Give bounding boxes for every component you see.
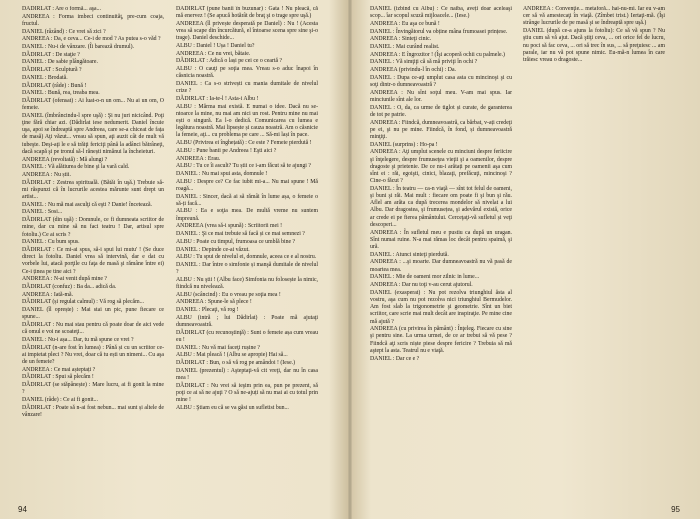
dialogue-line: ANDREEA (îl privește desperată pe Daniel) : Nu ! (Acesta vrea să scape din încurcătură, el întoarse scena spre sine şi-o trage). Daniel deschide... <box>176 20 318 42</box>
dialogue-line: ANDREEA (cu privirea în pământ) : Înţeleg. Fiecare cu sine şi pentru sine. La urma urmei, de ce ar trebui să vă pese ? Fiindcă aţi scris niște piese despre fericire ? Trebuia să mă aştept la asta. Teatrul nu e viaţă. <box>370 326 512 354</box>
dialogue-line: ANDREEA : E îngrozitor ! (Îşi acoperă ochii cu palmele.) <box>370 51 505 58</box>
dialogue-line: DĂDIRLAT (cu recunoştinţă) : Sunt o femeie așa cum vreau eu ! <box>176 329 318 343</box>
dialogue-line: DĂDIRLAT : Ce mi-ai spus, să-i spui lui mutu' ! (Se duce direct la fotoliu. Daniel vrea să intervină, dar e dat cu vorbele lui, atacă porţile cu faţa de masă şi rămâne între ei) Ce-i ținea pe tine aici ? <box>22 247 164 275</box>
dialogue-line: ALBU (Privirea ei înghețată) : Ce este ? Femeie pierdută ! <box>176 140 312 147</box>
dialogue-line: DĂDIRLAT (din uşă) : Domnule, ce fi dumneata scriitor de mine, dar cu mine să nu faci teatru ! Dar, artisul spre fotoliu.) Ce ai scris ? <box>22 217 164 238</box>
dialogue-line: DANIEL : De sabie plângătoare. <box>22 59 98 66</box>
dialogue-line: ALBU : Tu spui de nivelul ei, domnule, aceea ce e al nostru. <box>176 254 317 261</box>
dialogue-line: ANDREEA : Spune-le să plece ! <box>176 299 252 306</box>
dialogue-line: DĂDIRLAT (pune banii în buzunar) : Gata ! Nu pleacă, că mă enervez ! (Se apucă hotărât de braţ şi o trage spre uşă.) <box>176 6 318 20</box>
dialogue-line: ANDREEA : Ce nu vrei, bătaie. <box>176 50 251 57</box>
dialogue-line: ALBU (intră ; lui Dădirlat) : Poate mă ajutaţi dumneavoastră. <box>176 314 318 329</box>
dialogue-line: DĂDIRLAT : Poate să n-ai fost nebun... mai sunt și altele de vânzare! <box>22 404 164 418</box>
dialogue-line: ANDREEA : Sinteţi cinic. <box>370 36 432 43</box>
dialogue-line: ALBU : Ştiam eu că se va găsi un sufletist bun... <box>176 404 289 411</box>
dialogue-line: ALBU : Nu ştii ! (Albu face) Simfonia nu folosește la nimic, fiindcă nu nivelează. <box>176 276 318 291</box>
left-page-column-2 <box>176 6 318 496</box>
dialogue-line: DĂDIRLAT : Ia-te-l ! Asta-i Albu ! <box>176 95 259 102</box>
left-page <box>0 0 349 519</box>
dialogue-line: DANIEL : Atunci sinteţi pierdută. <box>370 251 449 258</box>
dialogue-line: DĂDIRLAT (n-are fost în lumea) : Până și cu un scriitor ce-ai impietat pleci ? Nu vrei, doar că tu ești un nimeni... Cu aşa de un femeie? <box>22 344 164 366</box>
dialogue-line: DANIEL : Vă simţiţi că să mă priviţi în ochi ? <box>370 59 478 66</box>
dialogue-line: DANIEL : Ca s-o strivești cu mania dumitale de nivelul crize ? <box>176 81 318 95</box>
dialogue-line: DANIEL (râzând) : Ce vrei să zici ? <box>22 28 106 35</box>
dialogue-line: DANIEL : Bună, rea, treaba mea. <box>22 90 100 97</box>
dialogue-line: DANIEL : Nu-i așa... Dar, tu mă spune ce vrei ? <box>22 336 134 343</box>
dialogue-line: DANIEL : Dar ce e ? <box>370 355 420 362</box>
dialogue-line: ANDREEA : ...şi moarte. Dar dumneavoastră nu vă pasă de moartea mea. <box>370 259 512 273</box>
dialogue-line: DANIEL (îl oprește) : Mai stai un pic, pune fiecare ce spune... <box>22 307 164 321</box>
dialogue-line: DANIEL : Nu mă mai asculţi că eşti ? Danie! încetează. <box>22 201 152 208</box>
dialogue-line: ALBU : Tu ce îi ascult? Tu știi ce i-am făcut să te ajungi ? <box>176 163 311 170</box>
left-page-column-1 <box>22 6 164 496</box>
dialogue-line: DANIEL (îmbrâncindu-l spre uşă) : Şi nu juri nicicând. Poţi ţine fără chiar azi. (Dădirlat iese nedumerit. Daniel încuie uşa, apoi se îndreaptă spre Andreea, care se-a chiceat de fața de masă) Aţi văzut... vreau să spun, aţi auzit cât de mult vă iubeşte. Deşi-aţi le e să trăiţi fericiţi până la adânci bătrâneţi, dacă scapă şi pe tronul să-l rănești nimănui la încheieturi. <box>22 112 164 155</box>
dialogue-line: DĂDIRLAT : Adică o lași pe cei ce o ceartă ? <box>176 58 283 65</box>
dialogue-line: ANDREEA (vrea să-i spună) : Scriitorii mei ! <box>176 223 283 230</box>
dialogue-line: DĂDIRLAT (și regulat calmul) : Vă rog să plecăm... <box>22 299 144 306</box>
dialogue-line: DANIEL : Sincer, dacă ai să rămâi în lume așa, o femeie o să-ți facă... <box>176 193 318 207</box>
dialogue-line: DĂDIRLAT (se stăpânește) : Mare lucru, ai fi gonit la mine ? <box>22 382 164 396</box>
dialogue-line: DĂDIRLAT (ofensat) : Ai luat-o-n un om... Nu ai un om, O femeie. <box>22 97 164 112</box>
dialogue-line: DANIEL : Vă alătiurea de bine şi la vară cald. <box>22 164 130 171</box>
dialogue-line: DANIEL (râde) : Ce ai fi gonit... <box>22 397 98 404</box>
dialogue-line: ALBU : Daniel ! Ușa ! Daniel tu? <box>176 43 255 50</box>
dialogue-line: ANDREEA : Dar nu toţi v-au cerut ajutorul. <box>370 282 473 289</box>
dialogue-line: ALBU : Poate cu timpul, frumoasa ce umblă bine ? <box>176 238 296 245</box>
dialogue-line: ALBU (scâncind) : Eu o vreau pe soţia mea ! <box>176 291 281 298</box>
dialogue-line: DĂDIRLAT : De staţie ? <box>22 51 80 58</box>
dialogue-line: DANIEL (după ce-a ajuns la fotoliu): Ce să vă spun ? Nu ştiu cum să vă ajut. Dacă ştiţi ceva, ... ori orice fel de lucru, nu poci să fac ceva, ... ori să trec în sus, ... să preţuiesc ... am parale, iar nu vă pot spune nimic. Eu-mă-n lumea în care trăiesc vreau o dragoste... <box>523 28 665 63</box>
dialogue-line: DANIEL : Nu-i de vânzare. (Îi barează drumul). <box>22 44 134 51</box>
left-page-number: 94 <box>18 505 27 514</box>
dialogue-line: DANIEL : În teatru — ca-n viaţă — sînt tot felul de oameni, şi buni şi răi. Mai mult : fiecare om poate fi şi bun şi rău. Aflel am arăta ca după trecerea mondelor să nivelat a lui Albu. Dar dragostea, şi frumusețea, şi adevărul există, orice ar crede ei pe fierea pământului. Cerceţaţi-vă sufletul și veţi descoperi... <box>370 185 512 228</box>
dialogue-line: DANIEL : Cu bum spus. <box>22 239 80 246</box>
dialogue-line: ALBU : O cauţi pe soţia mea. Vreau s-o aduc înapoi în căsnicia noastră. <box>176 66 318 80</box>
dialogue-line: DĂDIRLAT : Nu mai stau pentru că poate doar de aici vede că omul e voi ne scoateţi... <box>22 322 164 336</box>
dialogue-line: DANIEL : Nu mai spui asta, domnule ! <box>176 170 268 177</box>
dialogue-line: ANDREEA : Fiindcă, dumneavoastră, ca bărbat, v-ați credeţi pe ei, şi nu pe mine. Fiindcă, în fond, și dumneavoastră minţiţi. <box>370 119 512 140</box>
dialogue-line: DĂDIRLAT : Sculptură ? <box>22 67 82 74</box>
dialogue-line: DANIEL : Mai curând realist. <box>370 44 440 51</box>
dialogue-line: ALBU : Mărma mai există. E numai o idee. Dacă nu se-ntoarce la mine, nu mai am nici un rost. Pentru mine nu mai ești o singură. Ea l-o dedică. Comunicarea cu lumea e legătura noastră. Mai lipsește și cauza noastră. Am o căsnicie la femeie, aţi... cu problema pe care ... Să-mi lași în pace. <box>176 103 318 139</box>
dialogue-line: ALBU : Ea e soţia mea. De multă vreme nu suntem împreună. <box>176 208 318 222</box>
dialogue-line: DANIEL : Învingătorul va obține mâna frumoasei prințese. <box>370 28 508 35</box>
dialogue-line: DANIEL : O, da, ca urme de tiglot și curate, de garanterea de tot pe patrie. <box>370 104 512 118</box>
right-page-number: 95 <box>671 505 680 514</box>
dialogue-line: DĂDIRLAT : Spui să plecăm ! <box>22 374 94 381</box>
dialogue-line: ANDREEA : N-ai venit după mine ? <box>22 276 108 283</box>
dialogue-line: DĂDIRLAT (confuz) : Ba da... adică da. <box>22 284 117 291</box>
dialogue-line: ANDREEA : Nu sînt soţul meu. V-am mai spus. Iar minciunile sînt ale lor. <box>370 89 512 103</box>
dialogue-line: ANDREEA : Convenţie... metaforă... hai-nu-mi. Iar eu v-am cer să vă amestecaţi în viaţă. (Zîmbet trist.) Iertaţi-mă. (Îşi strânge lucrurile de pe masă şi se îndreaptă spre uşă.) <box>523 6 665 27</box>
dialogue-line: DANIEL : Mie de oameni mor zilnic in lume... <box>370 274 480 281</box>
dialogue-line: DANIEL : Dupa ce-aţi umplut casa asta cu mincinoşi şi cu soţi dintr-o dumneavoastră ? <box>370 74 512 89</box>
dialogue-line: DĂDIRLAT : Nu vrei să ieşim prin ea, pun pe prezent, să poţi ce ai să ne ajuţi ? O să ne-ajuți să nu mai ai cu totul prin mine ! <box>176 382 318 404</box>
dialogue-line: DĂDIRLAT : Are o formă... aşa... <box>22 6 101 12</box>
dialogue-line: ALBU : Mai pleacă ! (Albu se apropie) Hai să... <box>176 352 288 359</box>
dialogue-line: ANDREEA : Nu știi. <box>22 171 71 178</box>
dialogue-line: DANIEL : Plecaţi, vă rog ! <box>176 307 239 314</box>
dialogue-line: DANIEL (prezentul) : Aşteptaţi-vă cit vreţi, dar nu în casa mea ! <box>176 367 318 381</box>
dialogue-line: ANDREEA : În sufletul meu e pustiu ca după un uragan. Sînt numai ruine. N-a mai rămas loc decât pentru spaimă, şi ură. <box>370 229 512 250</box>
dialogue-line: DANIEL (izbind cu Albu) : Ce naiba, aveți doar aceleaşi scop... îar scopul scuză mijloacele... (Iese.) <box>370 6 512 20</box>
dialogue-line: DĂDIRLAT : Bun, o să vă rog pe amândoi ! (Iese.) <box>176 360 296 367</box>
right-page-column-1 <box>370 6 512 496</box>
dialogue-line: ANDREEA : Ce mai așteptați ? <box>22 366 96 373</box>
dialogue-line: DANIEL (surprins) : Ho-pa ! <box>370 141 438 148</box>
dialogue-line: DANIEL : Sosi... <box>22 209 63 216</box>
dialogue-line: ALBU : Pune banii pe Andreea ! Eşti aici ? <box>176 147 277 154</box>
dialogue-line: ALBU : Despre ce? Ce fac iubit mi-a... Nu mai spune ! Mă roagă... <box>176 178 318 192</box>
dialogue-line: DANIEL : Brodată. <box>22 74 68 81</box>
dialogue-line: DANIEL (exasperat) : Nu pot rezolva triunghiul ăsta al vostru, aşa cum nu pot rezolva nici triunghiul Bermudelor. Am fost slab la trigonometrie şi geometrie. Sînt un biet scriitor, care scrie mai mult decât are inspiraţie. Pe mine cine mă ajută ? <box>370 289 512 325</box>
dialogue-line: ANDREEA : Erau. <box>176 155 221 162</box>
dialogue-line: DANIEL : Depinde ce-ai văzut. <box>176 246 250 253</box>
dialogue-line: DANIEL : Şi ce mai trebuie să facă și ce mai semnezi ? <box>176 231 305 238</box>
dialogue-line: ANDREEA : Iată-mă. <box>22 291 74 298</box>
dialogue-line: ANDREEA : Eu aşa ce bună ! <box>370 20 440 27</box>
dialogue-line: ANDREEA : Da, e ceva... Ce-i de mod ? As putea s-o văd ? <box>22 36 161 43</box>
dialogue-line: DANIEL : Nu vă mai faceţi rușine ? <box>176 344 260 351</box>
dialogue-line: ANDREEA (privindu-l în ochi) : Da. <box>370 67 456 74</box>
dialogue-line: ANDREEA (revoltată) : Mă alungi ? <box>22 156 108 163</box>
dialogue-line: DĂDIRLAT : Zestrea spirituală. (Bătăi în uşă.) Trebuie să-mi răspunzi că în lucrurile acestea mărunte sunt drept un artist... <box>22 179 164 201</box>
dialogue-line: ANDREEA : Aţi umplut scenele cu minciuni despre feriicire şi înţelegere, despre frumuseţea vieţii şi a oamenilor, despre dragoste şi prietenie. De ce nu-i arătați pe oamenii aşa cum sînt ei : răi, egoişti, cinici, blazaţi, prefăcuţi, mincinoşi ? Cine-o făcut ? <box>370 149 512 185</box>
dialogue-line: ANDREEA : Forma imbeci continuităţ, pre-cum coaja, fructul. <box>22 13 164 27</box>
dialogue-line: DĂDIRLAT (râde) : Bună ! <box>22 82 87 89</box>
right-page-column-2 <box>523 6 665 496</box>
dialogue-line: DANIEL : Dar între o simfonie și manşă dumitale de nivelul ? <box>176 261 318 276</box>
right-page <box>351 0 700 519</box>
